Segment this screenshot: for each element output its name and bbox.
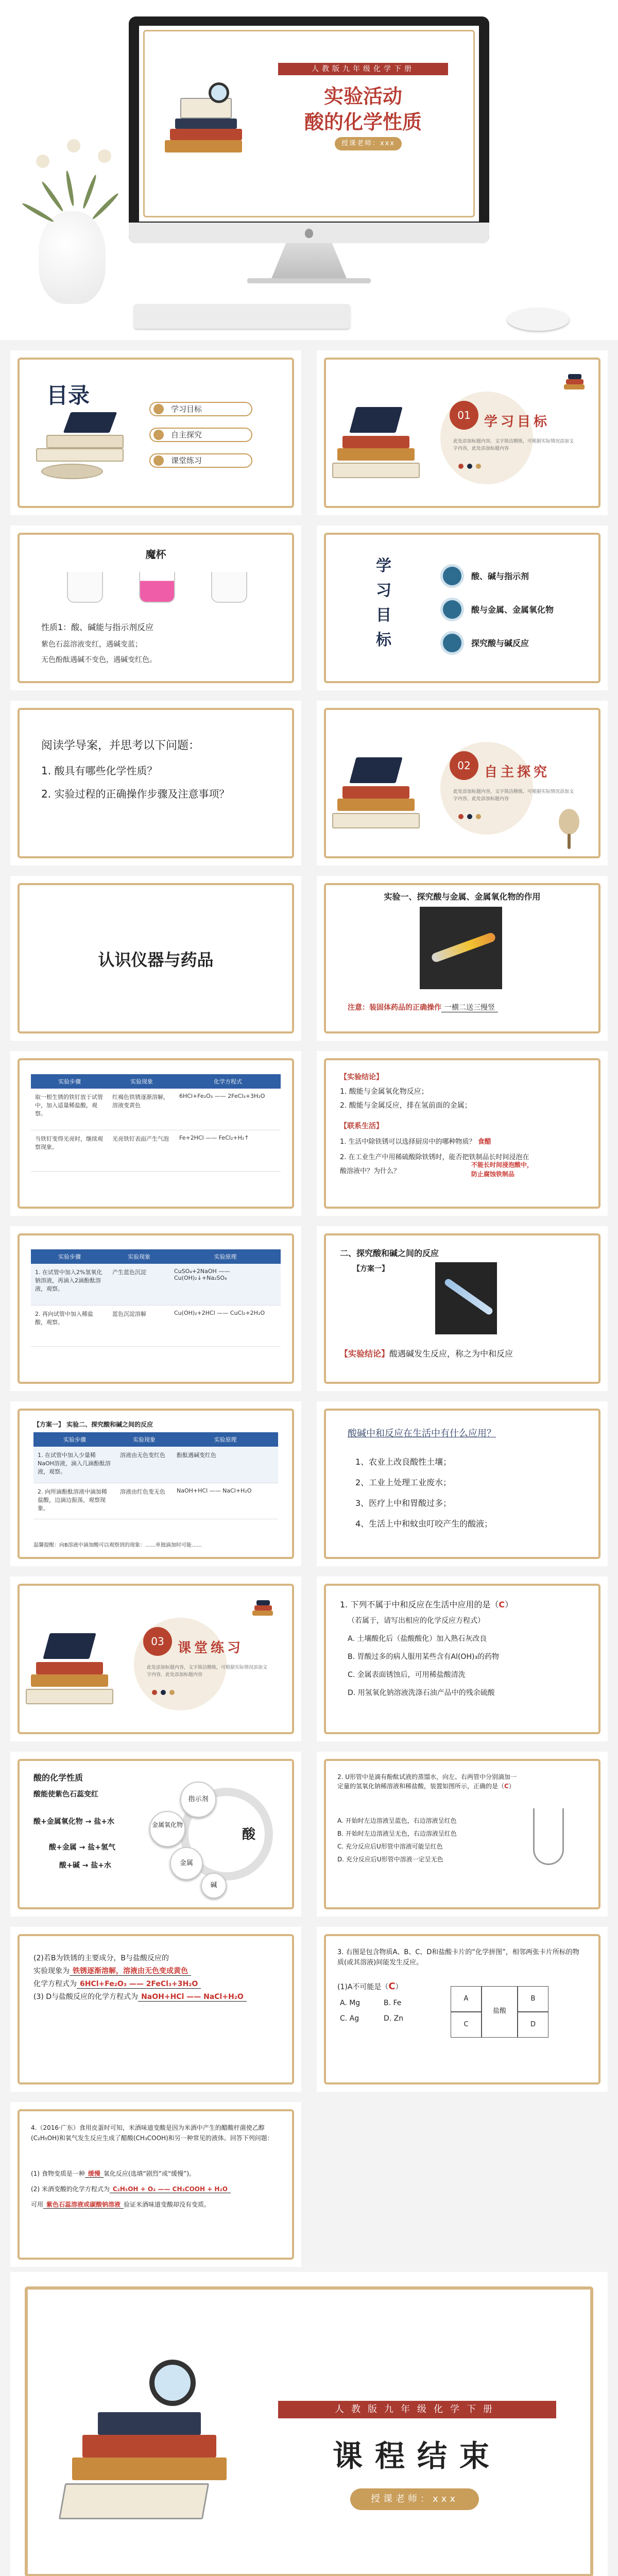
books-illustration	[332, 737, 425, 835]
slide-table1	[10, 1051, 301, 1216]
acid-prop-line: 酸+金属氧化物 → 盐+水	[33, 1818, 114, 1826]
conclusion-line: 1. 酸能与金属氧化物反应；	[340, 1088, 428, 1096]
quiz4-question: 3. 右图是包含物质A、B、C、D和盐酸卡片的“化学拼图”，相邻两张卡片所标的物质(或其溶液)间能发生反应。	[337, 1948, 579, 1967]
flower-icon	[36, 155, 49, 168]
life-line-3: 酸溶液中？为什么？	[340, 1167, 401, 1175]
acid-indicator-node: 指示剂	[180, 1782, 216, 1818]
hero-title-1: 实验活动	[323, 85, 402, 108]
quiz2-option-d[interactable]: D. 充分反应后U形管中溶液一定呈无色	[337, 1856, 443, 1863]
vase-decoration	[39, 211, 106, 304]
slide-toc	[10, 350, 301, 515]
reading-intro: 阅读学导案，并思考以下问题：	[41, 739, 200, 752]
reading-q2: 2. 实验过程的正确操作步骤及注意事项？	[41, 788, 230, 800]
slide-table3	[10, 1401, 301, 1566]
slide-quiz4	[317, 1927, 608, 2092]
slide-explore-section	[317, 701, 608, 866]
slide-exp1	[317, 876, 608, 1041]
neutral-item: 3、医疗上中和胃酸过多；	[355, 1498, 452, 1508]
quiz4-option-b[interactable]: B. Fe	[384, 1999, 402, 2007]
hero-teacher: 授课老师：xxx	[335, 137, 402, 150]
leaf-icon	[21, 202, 55, 224]
slide-acid-props	[10, 1752, 301, 1917]
goal-item-1: 酸、碱与指示剂	[471, 571, 529, 581]
ending-banner: 人教版九年级化学下册	[278, 2401, 556, 2418]
quiz5-line: (2) 米酒变酸的化学方程式为 C₂H₅OH + O₂ —— CH₃COOH + H₂O	[31, 2184, 231, 2193]
table-row: 1. 在试管中加入少量稀NaOH溶液，滴入几滴酚酞溶液，观察。 溶液由无色变红色 酚酞遇碱变红色	[33, 1447, 278, 1483]
quiz3-line: (2)若B为铁锈的主要成分，B与盐酸反应的	[33, 1954, 169, 1962]
acid-prop-line: 酸+金属 → 盐+氢气	[49, 1843, 115, 1852]
acid-prop-line: 酸+碱 → 盐+水	[59, 1861, 111, 1870]
cup-clear-2	[211, 572, 247, 603]
neutral-item: 4、生活上中和蚊虫叮咬产生的酸液；	[355, 1519, 493, 1529]
life-answer-2: 防止腐蚀铁制品	[471, 1171, 515, 1178]
acid-props-title: 酸的化学性质	[33, 1773, 83, 1783]
test-tube-photo	[435, 1262, 497, 1334]
conclusion-line: 2. 酸能与金属反应，排在氢前面的金属；	[340, 1101, 472, 1110]
flower-icon	[98, 149, 111, 163]
books-illustration	[26, 1613, 118, 1710]
table-row: 1. 在试管中加入2%氢氧化钠溶液，再滴入2滴酚酞溶液，观察。 产生蓝色沉淀 CuSO₄+2NaOH —— Cu(OH)₂↓+Na₂SO₄	[31, 1264, 281, 1305]
slide-quiz1	[317, 1577, 608, 1741]
goals-vertical-title: 学 习 目 标	[376, 557, 391, 649]
slide-magic-cup	[10, 526, 301, 690]
table3: 实验步骤 实验现象 实验原理 1. 在试管中加入少量稀NaOH溶液，滴入几滴酚酞溶液，观察。 溶液由无色变红色 酚酞遇碱变红色 2. 向所滴酚酞溶液中滴加稀盐酸，边滴边振荡，观察现象。 溶液由红色变无色 NaOH+HCl —— NaCl+H₂O	[33, 1432, 278, 1519]
hero-mockup	[0, 0, 618, 340]
neutral-item: 1、农业上改良酸性土壤；	[355, 1457, 452, 1467]
acid-metal-node: 金属	[170, 1847, 203, 1880]
toc-title: 目录	[46, 383, 90, 408]
neutral-item: 2、工业上处理工业废水；	[355, 1478, 452, 1487]
quiz4-option-d[interactable]: D. Zn	[384, 2014, 404, 2023]
section-number: 01	[450, 401, 478, 430]
slide-table2	[10, 1226, 301, 1391]
quiz3-line: 化学方程式为 6HCl+Fe₂O₃ —— 2FeCl₃+3H₂O	[33, 1978, 201, 1989]
toc-item-2[interactable]: 自主探究	[149, 428, 252, 442]
quiz1-option-a[interactable]: A. 土壤酸化后（盐酸酸化）加入熟石灰改良	[348, 1635, 487, 1643]
section-desc: 此处添加标题内容，文字简洁精炼，可根据实际情况添加文字内容，此处添加标题内容	[453, 439, 574, 451]
acid-base-node: 碱	[201, 1873, 227, 1899]
slide-quiz3	[10, 1927, 301, 2092]
slide-reading	[10, 701, 301, 866]
slide-goals	[317, 526, 608, 690]
chem-puzzle: A 盐酸 B C D	[451, 1986, 554, 2063]
acid-prop-line: 酸能使紫色石蕊变红	[33, 1790, 98, 1799]
acid-center-label: 酸	[242, 1827, 256, 1842]
quiz1-option-b[interactable]: B. 胃酸过多的病人服用某些含有Al(OH)₃的药物	[348, 1653, 500, 1661]
magic-line-3: 无色酚酞遇碱不变色，遇碱变红色。	[41, 656, 157, 664]
quiz2-option-b[interactable]: B. 开始时左边溶液呈无色，右边溶液呈红色	[337, 1830, 457, 1837]
goal-item-3: 探究酸与碱反应	[471, 638, 529, 648]
monitor	[129, 16, 489, 243]
quiz3-line: (3) D与盐酸反应的化学方程式为 NaOH+HCl —— NaCl+H₂O	[33, 1991, 247, 2002]
monitor-chin	[129, 223, 489, 243]
table-row: 2. 再向试管中加入稀盐酸，观察。 蓝色沉淀溶解 Cu(OH)₂+2HCl —— CuCl₂+2H₂O	[31, 1305, 281, 1346]
goal-icon-1	[440, 564, 464, 588]
life-head: 【联系生活】	[340, 1122, 383, 1130]
books-small-icon	[564, 371, 587, 394]
slide-neutral-life	[317, 1401, 608, 1566]
neutral-title: 酸碱中和反应在生活中有什么应用？	[348, 1428, 496, 1439]
table-row: 取一根生锈的铁钉放于试管中，加入适量稀盐酸，观察。 红褐色铁锈逐渐溶解，溶液变黄色 6HCl+Fe₂O₃ —— 2FeCl₃+3H₂O	[31, 1089, 281, 1130]
table3-top: 【方案一】 实验二、探究酸和碱之间的反应	[33, 1421, 153, 1428]
life-answer-1: 不能长时间浸泡酸中，	[471, 1161, 534, 1168]
conclusion-head: 【实验结论】	[340, 1073, 383, 1081]
quiz2-question: 2. U形管中是滴有酚酞试液的蒸馏水，向左、右两管中分别滴加一定量的氢氧化钠稀溶液和稀盐酸，装置如图所示，正确的是（C）	[337, 1773, 517, 1790]
leaf-icon	[41, 180, 65, 212]
table-row: 当铁钉变得光亮时，继续观察现象。 光亮铁钉表面产生气泡 Fe+2HCl —— FeCl₂+H₂↑	[31, 1130, 281, 1171]
test-tube-photo	[420, 907, 502, 989]
quiz4-option-c[interactable]: C. Ag	[340, 2014, 359, 2023]
goal-item-2: 酸与金属、金属氧化物	[471, 605, 554, 615]
section-title: 自主探究	[484, 765, 551, 780]
books-small-icon	[252, 1597, 275, 1620]
slide-goal-section	[317, 350, 608, 515]
section-title: 学习目标	[484, 414, 551, 430]
tree-icon	[554, 809, 585, 850]
books-illustration	[160, 72, 247, 165]
quiz5-line: 可用 紫色石蕊溶液或碳酸钠溶液 验证米酒味道变酸却没有变质。	[31, 2201, 211, 2208]
toc-item-1[interactable]: 学习目标	[149, 402, 252, 416]
magic-line-1: 性质1：酸、碱能与指示剂反应	[41, 622, 154, 632]
hero-title-2: 酸的化学性质	[304, 111, 422, 133]
section-title: 课堂练习	[178, 1640, 244, 1656]
cup-pink	[139, 572, 175, 603]
keyboard	[134, 304, 350, 329]
instruments-title: 认识仪器与药品	[98, 950, 214, 970]
table2: 实验步骤 实验现象 实验原理 1. 在试管中加入2%氢氧化钠溶液，再滴入2滴酚酞溶液，观察。 产生蓝色沉淀 CuSO₄+2NaOH —— Cu(OH)₂↓+Na₂SO₄ 2. 再向试管中加入稀盐酸，观察。 蓝色沉淀溶解 Cu(OH)₂+2HCl —— CuCl₂+2H₂O	[31, 1249, 281, 1347]
hero-banner: 人教版九年级化学下册	[278, 63, 448, 75]
life-line-2: 2. 在工业生产中用稀硫酸除铁锈时，能否把铁制品长时间浸泡在	[340, 1154, 529, 1161]
quiz1-hint: （若属于，请写出相应的化学反应方程式）	[348, 1617, 485, 1625]
mouse	[507, 308, 569, 331]
monitor-base	[247, 278, 371, 283]
quiz2-option-a[interactable]: A. 开始时左边溶液呈蓝色，右边溶液呈红色	[337, 1817, 457, 1824]
quiz4-sub: (1)A不可能是（C）	[337, 1981, 403, 1992]
section-desc: 此处添加标题内容，文字简洁精炼，可根据实际情况添加文字内容，此处添加标题内容	[453, 789, 574, 802]
life-line-1: 1. 生活中除铁锈可以选择厨房中的哪种物质？ 食醋	[340, 1138, 491, 1146]
section-desc: 此处添加标题内容，文字简洁精炼，可根据实际情况添加文字内容，此处添加标题内容	[147, 1665, 268, 1677]
goal-icon-2	[440, 598, 464, 621]
table1: 实验步骤 实验现象 化学方程式 取一根生锈的铁钉放于试管中，加入适量稀盐酸，观察。 红褐色铁锈逐渐溶解，溶液变黄色 6HCl+Fe₂O₃ —— 2FeCl₃+3H₂O 当铁钉变得光亮时，继续观察现象。 光亮铁钉表面产生气泡 Fe+2HCl —— FeCl₂+H₂↑	[31, 1074, 281, 1172]
slide-quiz2	[317, 1752, 608, 1917]
flower-icon	[67, 139, 80, 152]
quiz4-option-a[interactable]: A. Mg	[340, 1999, 360, 2007]
exp2-conclusion: 【实验结论】酸遇碱发生反应，称之为中和反应	[340, 1349, 513, 1359]
slide-practice-section	[10, 1577, 301, 1741]
monitor-stand	[268, 243, 350, 279]
table3-note: 温馨提醒：向B溶液中滴加酸可以观察到的现象：……单独滴加时可能……	[33, 1543, 202, 1548]
acid-oxide-node: 金属氧化物	[149, 1811, 185, 1847]
section-number: 03	[143, 1627, 172, 1656]
books-illustration	[52, 2354, 247, 2540]
toc-item-3[interactable]: 课堂练习	[149, 453, 252, 468]
u-tube-icon	[533, 1808, 564, 1865]
slide-quiz5	[10, 2102, 301, 2267]
table-row: 2. 向所滴酚酞溶液中滴加稀盐酸，边滴边振荡，观察现象。 溶液由红色变无色 NaOH+HCl —— NaCl+H₂O	[33, 1483, 278, 1519]
quiz5-question: 4.（2016·广东）食用皮蛋时可知，米酒味道变酸是因为米酒中产生的醋酸杆菌使乙醇(C₂H₅OH)和氧气发生反应生成了醋酸(CH₃COOH)和另一种常见的液体。回答下列问题：	[31, 2124, 273, 2142]
slide-conclusion1	[317, 1051, 608, 1216]
magic-line-2: 紫色石蕊溶液变红，遇碱变蓝；	[41, 640, 142, 649]
leaf-icon	[91, 192, 119, 221]
exp1-note: 注意：装固体药品的正确操作 一横二送三慢竖	[348, 1002, 498, 1012]
leaf-icon	[81, 174, 97, 210]
graduation-cap-icon	[36, 412, 129, 489]
slide-instruments	[10, 876, 301, 1041]
quiz5-line: (1) 食物变质是一种 缓慢 氧化反应(选填“剧烈”或“缓慢”)。	[31, 2170, 196, 2177]
apple-logo-icon	[305, 229, 313, 238]
monitor-screen	[139, 26, 479, 222]
magic-cup-title: 魔杯	[145, 548, 166, 561]
quiz1-option-d[interactable]: D. 用氢氧化钠溶液洗涤石油产品中的残余硫酸	[348, 1689, 495, 1697]
quiz2-option-c[interactable]: C. 充分反应后U形管中溶液可能呈红色	[337, 1843, 443, 1850]
exp1-title: 实验一、探究酸与金属、金属氧化物的作用	[384, 892, 541, 902]
goal-icon-3	[440, 631, 464, 655]
section-number: 02	[450, 751, 478, 780]
reading-q1: 1. 酸具有哪些化学性质？	[41, 765, 158, 777]
slide-ending	[10, 2272, 608, 2576]
slide-exp2	[317, 1226, 608, 1391]
quiz3-line: 实验现象为 铁锈逐渐溶解，溶液由无色变成黄色	[33, 1965, 191, 1976]
quiz1-option-c[interactable]: C. 金属表面锈蚀后，可用稀盐酸清洗	[348, 1671, 466, 1679]
ending-teacher: 授课老师：xxx	[350, 2488, 479, 2510]
books-illustration	[332, 386, 425, 484]
ending-title: 课程结束	[332, 2438, 502, 2473]
exp2-title: 二、探究酸和碱之间的反应	[340, 1248, 439, 1258]
quiz1-question: 1. 下列不属于中和反应在生活中应用的是（C）	[340, 1600, 513, 1609]
exp2-plan: 【方案一】	[353, 1265, 389, 1273]
cup-clear	[67, 572, 103, 603]
leaf-icon	[65, 170, 75, 206]
